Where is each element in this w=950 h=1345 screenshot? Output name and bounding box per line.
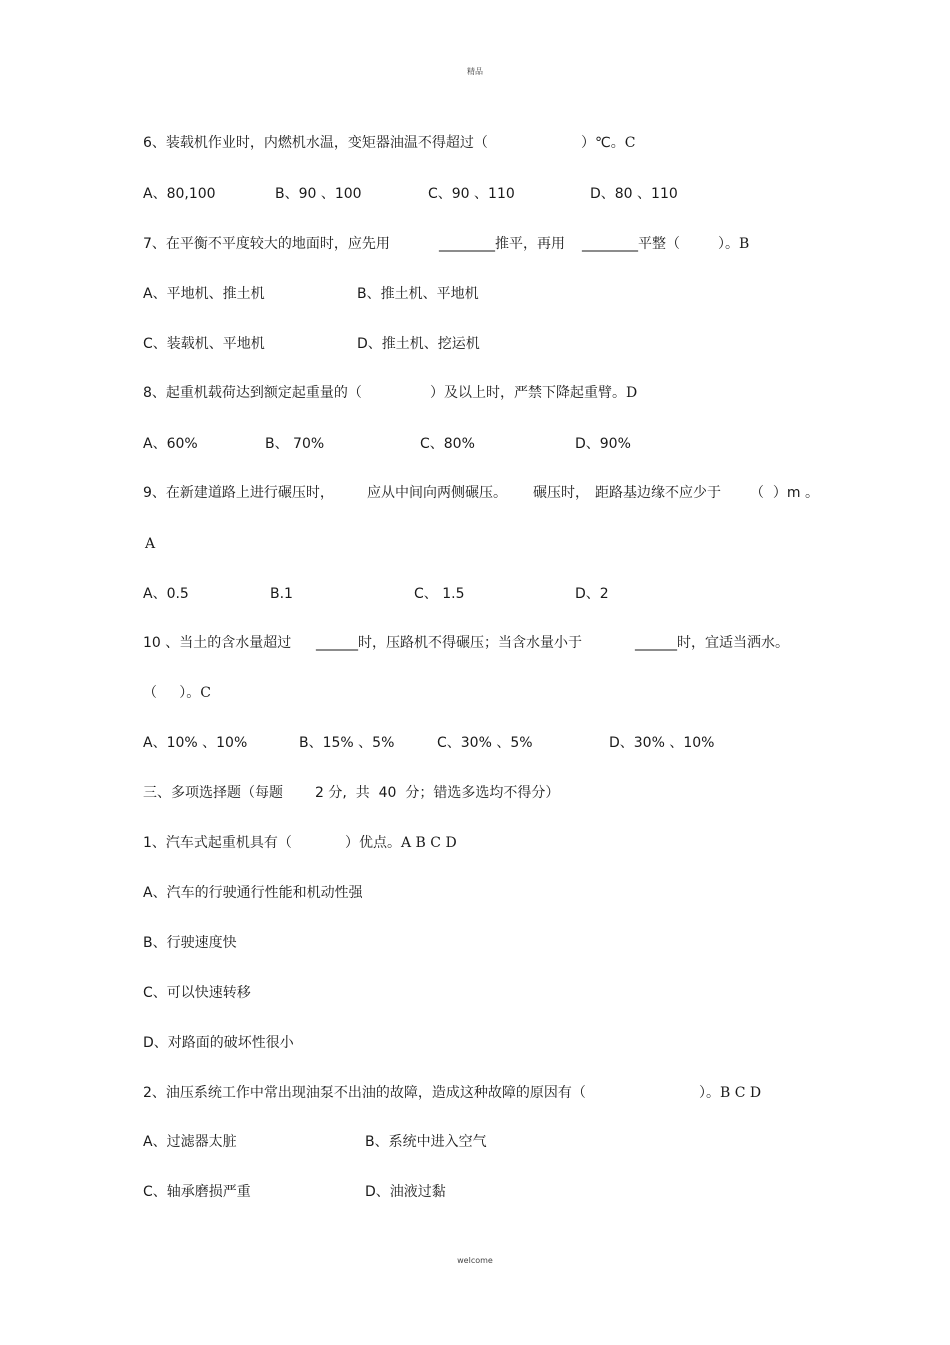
question-9-part-1: 9、在新建道路上进行碾压时， (143, 485, 334, 501)
question-7-blank-2: ________平整（ (582, 236, 680, 252)
q10-option-d: D、30% 、10% (609, 735, 715, 751)
question-7-answer: B (739, 236, 750, 252)
multi-question-2-text: 2、油压系统工作中常出现油泵不出油的故障，造成这种故障的原因有（ (143, 1085, 586, 1101)
q6-option-c: C、90 、110 (428, 186, 515, 202)
question-10-answer: C (200, 685, 211, 701)
m2-option-c: C、轴承磨损严重 (143, 1184, 251, 1200)
q8-option-d: D、90% (575, 436, 631, 452)
q7-option-a: A、平地机、推土机 (143, 286, 265, 302)
q9-option-a: A、0.5 (143, 586, 189, 602)
question-6-answer: C (624, 135, 636, 151)
q10-option-b: B、15% 、5% (299, 735, 395, 751)
q6-option-a: A、80,100 (143, 186, 216, 202)
multi-question-1-close: ）优点。A B C D (345, 835, 457, 851)
q7-option-b: B、推土机、平地机 (357, 286, 479, 302)
multi-question-2-answer: B C D (720, 1085, 762, 1101)
q10-option-c: C、30% 、5% (437, 735, 533, 751)
question-6-text: 6、装载机作业时，内燃机水温，变矩器油温不得超过（ (143, 135, 488, 151)
question-9-part-2: 应从中间向两侧碾压。 (367, 485, 507, 501)
question-7-blank-1: ________推平，再用 (439, 236, 565, 252)
q9-option-b: B.1 (270, 586, 293, 602)
question-9-answer: A (145, 536, 156, 552)
m1-option-c: C、可以快速转移 (143, 985, 251, 1001)
question-6 (143, 134, 488, 152)
question-9-part-4: 距路基边缘不应少于 (595, 485, 721, 501)
question-9-part-3: 碾压时， (533, 485, 589, 501)
question-8-answer: D (626, 385, 638, 401)
question-10-part-2: ______时，压路机不得碾压；当含水量小于 (316, 635, 582, 651)
multi-question-2-close: ）。B C D (699, 1085, 762, 1101)
question-7-text: 7、在平衡不平度较大的地面时，应先用 (143, 236, 390, 252)
multi-question-1-text: 1、汽车式起重机具有（ (143, 835, 292, 851)
multi-question-1-answer: A B C D (401, 835, 457, 851)
section-3-heading-part-2: 2 分, 共 40 分；错选多选均不得分） (315, 785, 560, 801)
question-10-part-1: 10 、当土的含水量超过 (143, 635, 292, 651)
m2-option-b: B、系统中进入空气 (365, 1134, 487, 1150)
q8-option-c: C、80% (420, 436, 475, 452)
question-10-part-3: ______时，宜适当洒水。 (635, 635, 789, 651)
question-9-part-5: （ ）m 。 (750, 485, 819, 501)
question-8-close: ）及以上时，严禁下降起重臂。D (430, 385, 638, 401)
page-footer: welcome (457, 1256, 493, 1265)
m1-option-d: D、对路面的破坏性很小 (143, 1035, 294, 1051)
question-7-close: ）。B (718, 236, 750, 252)
question-8-text: 8、起重机载荷达到额定起重量的（ (143, 385, 362, 401)
question-10-paren: （ ）。C (143, 685, 211, 701)
q9-option-d: D、2 (575, 586, 609, 602)
q7-option-c: C、装载机、平地机 (143, 336, 265, 352)
page-header: 精品 (467, 67, 483, 76)
q6-option-d: D、80 、110 (590, 186, 678, 202)
m2-option-a: A、过滤器太脏 (143, 1134, 237, 1150)
m1-option-b: B、行驶速度快 (143, 935, 237, 951)
q8-option-b: B、 70% (265, 436, 325, 452)
q6-option-b: B、90 、100 (275, 186, 362, 202)
q10-option-a: A、10% 、10% (143, 735, 248, 751)
question-6-close: ）℃。C (581, 135, 636, 151)
q8-option-a: A、60% (143, 436, 198, 452)
m2-option-d: D、油液过黏 (365, 1184, 446, 1200)
q7-option-d: D、推土机、挖运机 (357, 336, 480, 352)
q9-option-c: C、 1.5 (414, 586, 465, 602)
m1-option-a: A、汽车的行驶通行性能和机动性强 (143, 885, 363, 901)
section-3-heading-part-1: 三、多项选择题（每题 (143, 785, 283, 801)
